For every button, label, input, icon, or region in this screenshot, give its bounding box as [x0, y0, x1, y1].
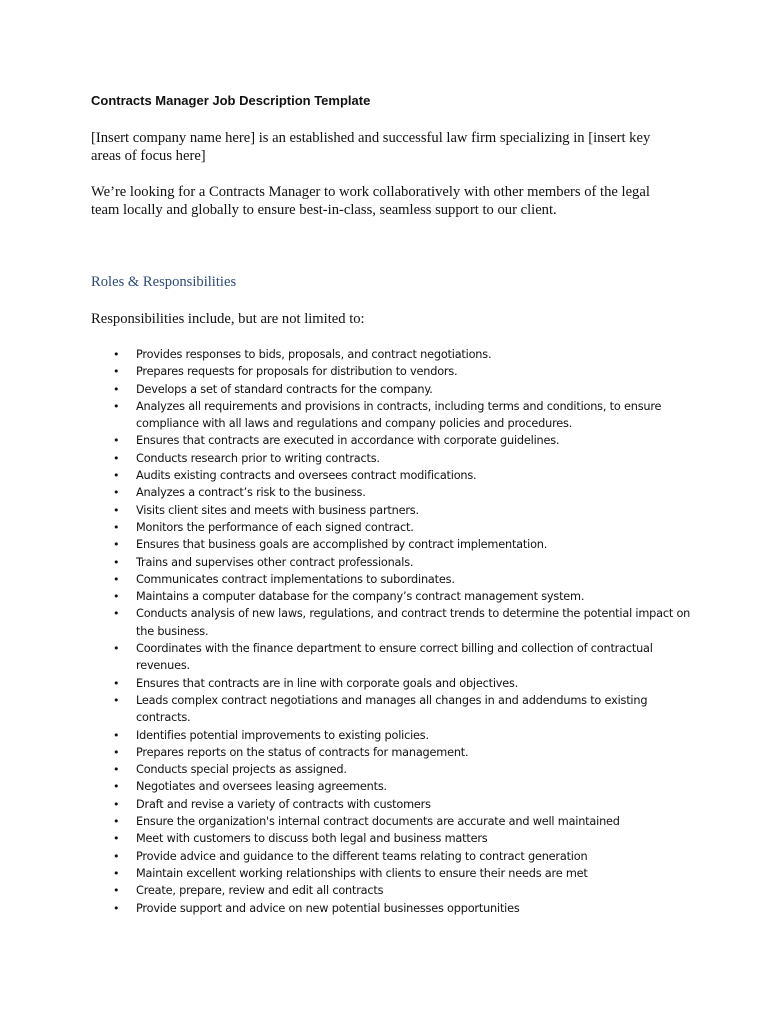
- list-item: [91, 588, 691, 605]
- bullet-icon: •: [113, 832, 120, 846]
- list-item: [91, 761, 691, 778]
- list-item-text: Ensures that contracts are executed in accordance with corporate guidelines.: [136, 434, 560, 448]
- bullet-icon: •: [113, 607, 120, 621]
- list-item-text: Develops a set of standard contracts for the company.: [136, 382, 433, 396]
- list-item: [91, 450, 691, 467]
- bullet-icon: •: [113, 348, 120, 361]
- list-item-text: Create, prepare, review and edit all contracts: [136, 884, 384, 898]
- bullet-icon: •: [113, 884, 120, 898]
- bullet-icon: •: [113, 469, 120, 483]
- list-item: [91, 432, 691, 449]
- list-item-text: Provides responses to bids, proposals, and contract negotiations.: [136, 348, 492, 361]
- responsibilities-list: [91, 346, 691, 917]
- list-item-text: Visits client sites and meets with business partners.: [136, 503, 419, 517]
- list-item: [91, 571, 691, 588]
- bullet-icon: •: [113, 590, 120, 604]
- list-item-text: Monitors the performance of each signed contract.: [136, 520, 414, 534]
- list-item-text: Provide support and advice on new potential businesses opportunities: [136, 901, 520, 915]
- list-item: [91, 381, 691, 398]
- company-intro-paragraph: [Insert company name here] is an established and successful law firm specializing in [insert key areas of focus here]: [91, 130, 651, 164]
- list-item: [91, 640, 691, 675]
- list-item-text: Conducts research prior to writing contracts.: [136, 451, 380, 465]
- bullet-icon: •: [113, 642, 120, 656]
- section-heading-roles: Roles & Responsibilities: [91, 274, 237, 290]
- list-item: [91, 848, 691, 865]
- list-item-text: Analyzes all requirements and provisions in contracts, including terms and conditions, to ensure compliance with all laws and regulations and company policies and procedures.: [136, 399, 662, 431]
- list-item-text: Coordinates with the finance department to ensure correct billing and collection of contractual revenues.: [136, 642, 653, 673]
- list-item: [91, 727, 691, 744]
- bullet-icon: •: [113, 815, 120, 829]
- bullet-icon: •: [113, 434, 120, 448]
- list-item: [91, 882, 691, 899]
- list-item: [91, 744, 691, 761]
- list-item-text: Maintain excellent working relationships with clients to ensure their needs are met: [136, 866, 588, 880]
- list-item-text: Prepares reports on the status of contracts for management.: [136, 745, 469, 759]
- list-item-text: Leads complex contract negotiations and manages all changes in and addendums to existing contracts.: [136, 693, 648, 725]
- bullet-icon: •: [113, 866, 120, 880]
- list-item: [91, 467, 691, 484]
- bullet-icon: •: [113, 728, 120, 742]
- list-item: [91, 813, 691, 830]
- bullet-icon: •: [113, 486, 120, 500]
- list-item-text: Analyzes a contract’s risk to the business.: [136, 486, 366, 500]
- bullet-icon: •: [113, 399, 120, 413]
- list-item: [91, 363, 691, 380]
- bullet-icon: •: [113, 676, 120, 690]
- bullet-icon: •: [113, 745, 120, 759]
- list-item: [91, 554, 691, 571]
- list-item-text: Ensures that business goals are accomplished by contract implementation.: [136, 538, 548, 552]
- list-item: [91, 502, 691, 519]
- list-item-text: Maintains a computer database for the company’s contract management system.: [136, 590, 585, 604]
- responsibilities-intro: Responsibilities include, but are not limited to:: [91, 311, 365, 327]
- list-item-text: Negotiates and oversees leasing agreements.: [136, 780, 387, 794]
- list-item: [91, 865, 691, 882]
- list-item: [91, 519, 691, 536]
- bullet-icon: •: [113, 849, 120, 863]
- list-item: [91, 830, 691, 847]
- list-item-text: Prepares requests for proposals for distribution to vendors.: [136, 365, 458, 379]
- list-item-text: Meet with customers to discuss both legal and business matters: [136, 832, 488, 846]
- list-item: [91, 692, 691, 727]
- document-title: Contracts Manager Job Description Template: [91, 93, 371, 108]
- list-item: [91, 605, 691, 640]
- bullet-icon: •: [113, 382, 120, 396]
- list-item-text: Identifies potential improvements to existing policies.: [136, 728, 429, 742]
- list-item-text: Trains and supervises other contract professionals.: [136, 555, 414, 569]
- bullet-icon: •: [113, 901, 120, 915]
- list-item-text: Provide advice and guidance to the different teams relating to contract generation: [136, 849, 588, 863]
- list-item-text: Draft and revise a variety of contracts with customers: [136, 797, 431, 811]
- bullet-icon: •: [113, 763, 120, 777]
- list-item: [91, 675, 691, 692]
- list-item-text: Communicates contract implementations to subordinates.: [136, 572, 455, 586]
- list-item-text: Ensure the organization's internal contract documents are accurate and well maintained: [136, 815, 620, 829]
- bullet-icon: •: [113, 797, 120, 811]
- bullet-icon: •: [113, 780, 120, 794]
- list-item-text: Conducts analysis of new laws, regulations, and contract trends to determine the potential impact on the business.: [136, 607, 691, 638]
- bullet-icon: •: [113, 555, 120, 569]
- list-item: [91, 900, 691, 917]
- bullet-icon: •: [113, 572, 120, 586]
- bullet-icon: •: [113, 451, 120, 465]
- bullet-icon: •: [113, 503, 120, 517]
- list-item-text: Conducts special projects as assigned.: [136, 763, 347, 777]
- role-summary-paragraph: We’re looking for a Contracts Manager to work collaboratively with other members of the legal team locally and globally to ensure best-in-class, seamless support to our client.: [91, 184, 650, 218]
- bullet-icon: •: [113, 520, 120, 534]
- bullet-icon: •: [113, 693, 120, 707]
- bullet-icon: •: [113, 365, 120, 379]
- list-item: [91, 536, 691, 553]
- list-item: [91, 778, 691, 795]
- list-item-text: Ensures that contracts are in line with corporate goals and objectives.: [136, 676, 519, 690]
- list-item: [91, 346, 691, 363]
- list-item: [91, 484, 691, 501]
- list-item-text: Audits existing contracts and oversees contract modifications.: [136, 469, 477, 483]
- list-item: [91, 796, 691, 813]
- list-item: [91, 398, 691, 433]
- bullet-icon: •: [113, 538, 120, 552]
